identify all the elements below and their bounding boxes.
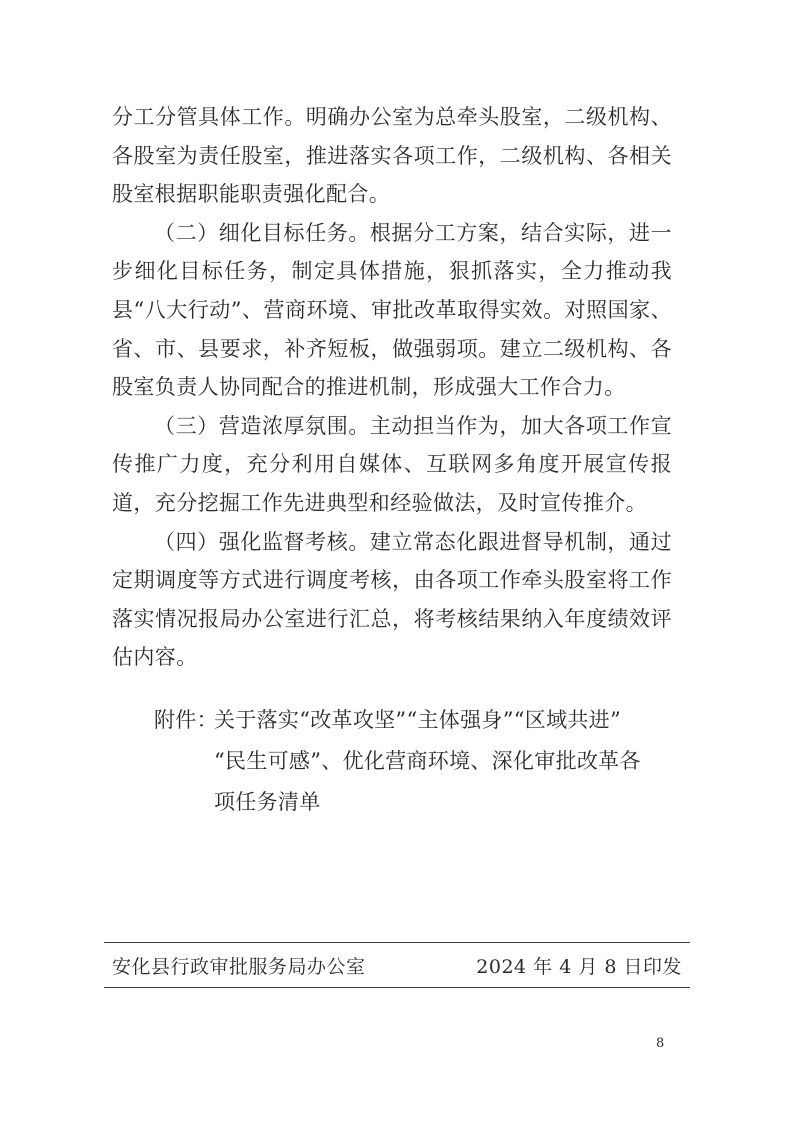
paragraph-2: （二）细化目标任务。根据分工方案，结合实际，进一步细化目标任务，制定具体措施，狠抓落实，全力推动我县“八大行动”、营商环境、审批改革取得实效。对照国家、省、市、县要求，补齐短板，做强弱项。建立二级机构、各股室负责人协同配合的推进机制，形成强大工作合力。	[112, 220, 672, 400]
attachment-line-1: 关于落实“改革攻坚”“主体强身”“区域共进”	[214, 708, 622, 732]
attachment-label: 附件：	[154, 708, 218, 732]
footer-top-rule	[104, 942, 690, 943]
page-number: 8	[656, 1036, 665, 1051]
attachment-section	[154, 700, 674, 823]
body-text	[112, 98, 672, 677]
issue-date: 2024 年 4 月 8 日印发	[476, 956, 682, 978]
attachment-line-2: “民生可感”、优化营商环境、深化审批改革各	[214, 749, 641, 773]
attachment-line-3: 项任务清单	[214, 790, 321, 814]
attachment-title	[214, 700, 674, 823]
issuance-footer	[112, 950, 686, 984]
paragraph-1: 分工分管具体工作。明确办公室为总牵头股室，二级机构、各股室为责任股室，推进落实各项工作，二级机构、各相关股室根据职能职责强化配合。	[112, 105, 672, 207]
issuer-name: 安化县行政审批服务局办公室	[112, 956, 366, 978]
footer-bottom-rule	[104, 987, 690, 988]
paragraph-3: （三）营造浓厚氛围。主动担当作为，加大各项工作宣传推广力度，充分利用自媒体、互联网多角度开展宣传报道，充分挖掘工作先进典型和经验做法，及时宣传推介。	[112, 413, 672, 515]
paragraph-4: （四）强化监督考核。建立常态化跟进督导机制，通过定期调度等方式进行调度考核，由各项工作牵头股室将工作落实情况报局办公室进行汇总，将考核结果纳入年度绩效评估内容。	[112, 529, 672, 670]
